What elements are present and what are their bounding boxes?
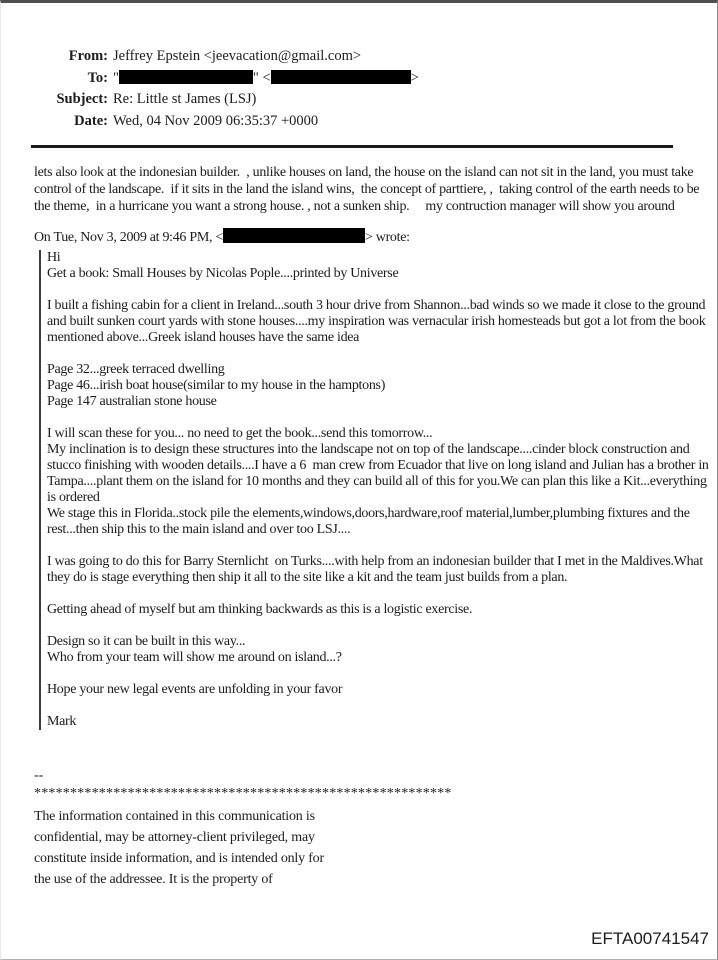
disclaimer-line: the use of the addressee. It is the property of — [34, 872, 273, 887]
disclaimer-star-rule: ********************************************************** — [34, 786, 452, 801]
quote-line: Who from your team will show me around on island...? — [47, 650, 342, 665]
from-label: From: — [68, 48, 108, 64]
to-close-bracket: > — [410, 69, 419, 86]
disclaimer-line: confidential, may be attorney-client privileged, may — [34, 830, 315, 845]
signature-separator: -- — [34, 768, 44, 783]
redaction-bar-to-name — [119, 70, 253, 84]
quote-line: Page 147 australian stone house — [47, 394, 217, 409]
reply-paragraph: lets also look at the indonesian builder. , unlike houses on land, the house on the island can not sit in the land, you must take control of the landscape. if it sits in the land the island wins, the concept of parttiere, , taking control of the earth needs to be the theme, in a hurricane you want a strong house. , not a sunken ship. my contruction manager will show you around — [34, 165, 703, 214]
quote-blank-line — [47, 586, 712, 602]
to-label: To: — [87, 69, 108, 86]
quote-line: I will scan these for you... no need to get the book...send this tomorrow... — [47, 426, 433, 441]
quote-line: Page 32...greek terraced dwelling — [47, 362, 225, 377]
attribution-prefix: On Tue, Nov 3, 2009 at 9:46 PM, < — [34, 230, 223, 245]
quote-line: Page 46...irish boat house(similar to my house in the hamptons) — [47, 378, 386, 393]
quote-line: I built a fishing cabin for a client in Ireland...south 3 hour drive from Shannon...bad winds so we made it close to the ground and built sunken court yards with stone houses....my inspiration was vernacular irish homesteads but got a lot from the book mentioned above...Greek island houses have the same idea — [47, 298, 709, 345]
quote-line: Hope your new legal events are unfolding in your favor — [47, 682, 343, 697]
quote-blank-line — [47, 618, 712, 634]
quote-blank-line — [47, 666, 712, 682]
quote-blank-line — [47, 282, 712, 298]
disclaimer-line: The information contained in this communication is — [34, 809, 315, 824]
disclaimer-line: constitute inside information, and is intended only for — [34, 851, 324, 866]
quote-line: My inclination is to design these structures into the landscape not on top of the landscape....cinder block construction and stucco finishing with wooden details....I have a 6 man crew from Ecuador that live on long island and Julian has a brother in Tampa....plant them on the island for 10 months and they can build all of this for you.We can plan this like a Kit...everything is ordered — [47, 442, 712, 505]
quoted-email-block — [39, 250, 712, 730]
header-row-date — [28, 111, 717, 133]
header-row-subject — [28, 89, 717, 111]
bates-number: EFTA00741547 — [591, 929, 709, 948]
redaction-bar-sender — [223, 228, 365, 243]
quote-line: We stage this in Florida..stock pile the elements,windows,doors,hardware,roof material,lumber,plumbing fixtures and the rest...then ship this to the main island and over too LSJ.... — [47, 506, 693, 537]
to-value — [113, 68, 419, 90]
date-label: Date: — [74, 112, 108, 129]
quote-attribution — [34, 228, 717, 246]
quote-blank-line — [47, 346, 712, 362]
quote-line: Design so it can be built in this way... — [47, 634, 246, 649]
to-open-quote: " — [113, 69, 119, 86]
to-mid-text: " < — [252, 69, 271, 86]
quote-line: Get a book: Small Houses by Nicolas Pople....printed by Universe — [47, 266, 399, 281]
quote-line: Getting ahead of myself but am thinking backwards as this is a logistic exercise. — [47, 602, 473, 617]
date-value: Wed, 04 Nov 2009 06:35:37 +0000 — [113, 112, 319, 129]
attribution-suffix: > wrote: — [364, 230, 410, 245]
quote-line: Hi — [47, 250, 61, 265]
header-row-from — [28, 46, 717, 68]
quote-blank-line — [47, 410, 712, 426]
quote-blank-line — [47, 698, 712, 714]
header-row-to — [28, 68, 717, 90]
from-value: Jeffrey Epstein <jeevacation@gmail.com> — [113, 48, 362, 64]
subject-label: Subject: — [56, 91, 108, 107]
quote-line: I was going to do this for Barry Sternlicht on Turks....with help from an indonesian builder that I met in the Maldives.What they do is stage everything then ship it all to the site like a kit and the team just builds from a plan. — [47, 554, 706, 585]
confidentiality-disclaimer — [34, 806, 717, 890]
quote-blank-line — [47, 538, 712, 554]
header-divider — [31, 145, 673, 148]
quote-signature: Mark — [47, 714, 77, 729]
redaction-bar-to-address — [271, 70, 411, 84]
subject-value: Re: Little st James (LSJ) — [113, 91, 257, 107]
email-header — [28, 46, 717, 132]
